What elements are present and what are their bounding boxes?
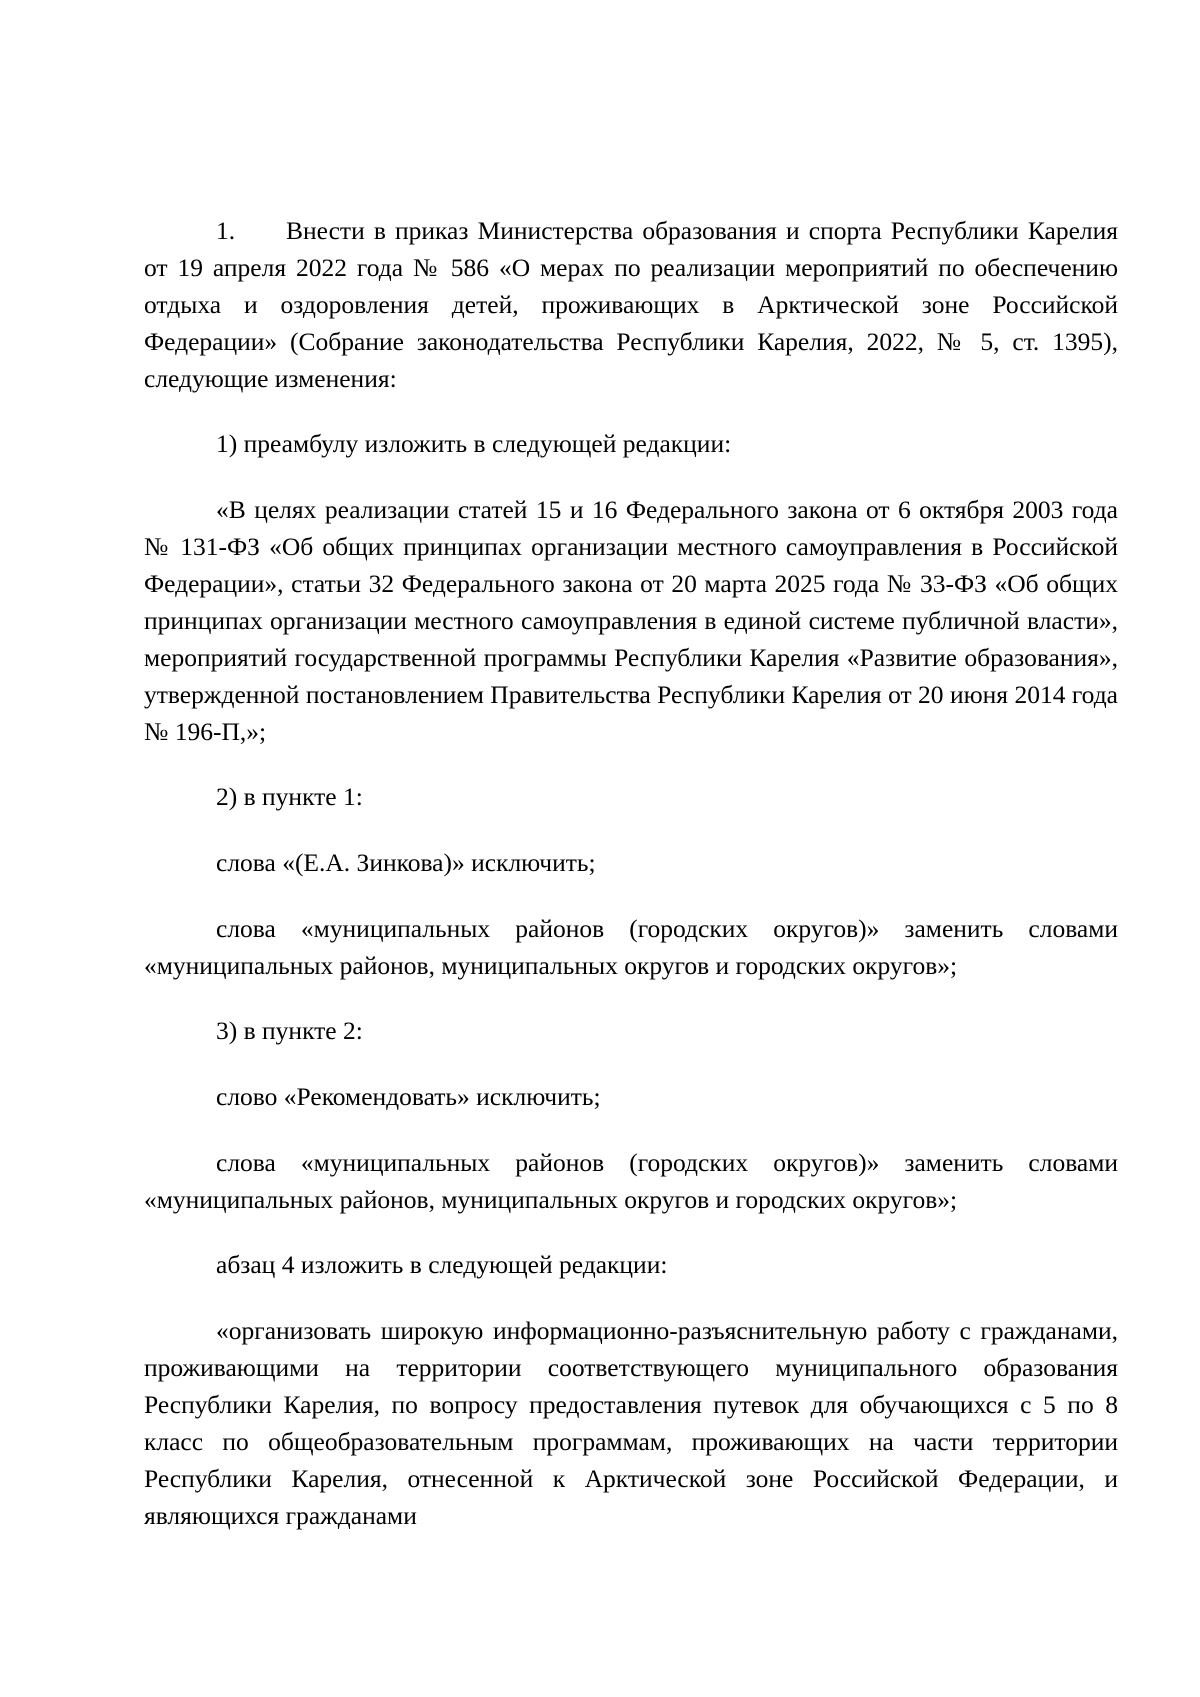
subitem-3-line-1: слово «Рекомендовать» исключить;: [216, 1082, 601, 1111]
subitem-1-heading: 1) преамбулу изложить в следующей редакции:: [216, 429, 732, 458]
paragraph-4-text: «организовать широкую информационно-разъяснительную работу с гражданами, проживающими на территории соответствующего муниципального образования Республики Карелия, по вопросу предоставления путевок для обучающихся с 5 по 8 класс по общеобразовательным программам, проживающих на части территории Республики Карелия, отнесенной к Арктической зоне Российской Федерации, и являющихся гражданами: [144, 1316, 1118, 1530]
subitem-2-line-1: слова «(Е.А. Зинкова)» исключить;: [216, 848, 596, 877]
item-1-number: 1.: [216, 216, 236, 245]
subitem-2-line-2: слова «муниципальных районов (городских округов)» заменить словами «муниципальных районов, муниципальных округов и городских округов»;: [144, 914, 1118, 980]
item-1-paragraph: [144, 212, 1118, 397]
subitem-2-heading: 2) в пункте 1:: [216, 782, 363, 811]
document-body: [144, 212, 1118, 1562]
preamble-text: «В целях реализации статей 15 и 16 Федерального закона от 6 октября 2003 года № 131-ФЗ «Об общих принципах организации местного самоуправления в Российской Федерации», статьи 32 Федерального закона от 20 марта 2025 года № 33-ФЗ «Об общих принципах организации местного самоуправления в единой системе публичной власти», мероприятий государственной программы Республики Карелия «Развитие образования», утвержденной постановлением Правительства Республики Карелия от 20 июня 2014 года № 196-П,»;: [144, 495, 1118, 746]
item-1-text: Внести в приказ Министерства образования и спорта Республики Карелия от 19 апреля 2022 года № 586 «О мерах по реализации мероприятий по обеспечению отдыха и оздоровления детей, проживающих в Арктической зоне Российской Федерации» (Собрание законодательства Республики Карелия, 2022, № 5, ст. 1395), следующие изменения:: [144, 216, 1118, 393]
subitem-3-line-2: слова «муниципальных районов (городских округов)» заменить словами «муниципальных районов, муниципальных округов и городских округов»;: [144, 1148, 1118, 1214]
subitem-3-heading: 3) в пункте 2:: [216, 1016, 363, 1045]
subitem-3-line-3: абзац 4 изложить в следующей редакции:: [216, 1250, 668, 1279]
